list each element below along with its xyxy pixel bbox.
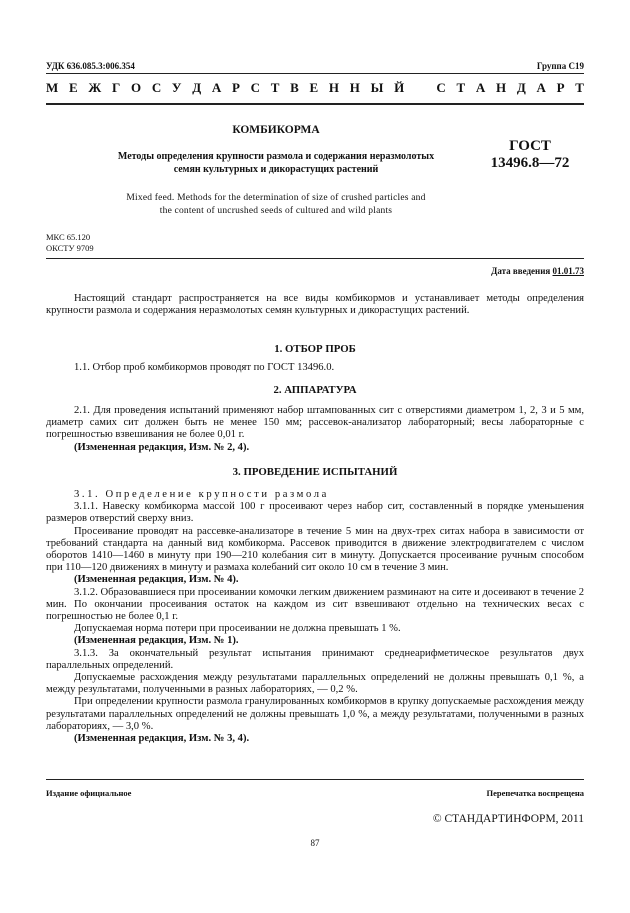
gost-label: ГОСТ — [509, 138, 551, 154]
banner-letter: А — [475, 80, 486, 95]
revision-note: (Измененная редакция, Изм. № 1). — [74, 635, 239, 647]
paragraph: 3.1.1. Навеску комбикорма массой 100 г просеивают через набор сит, составленный в порядке уменьшения размеров отверстий сверху вниз. — [46, 501, 584, 525]
section-heading: 3. ПРОВЕДЕНИЕ ИСПЫТАНИЙ — [232, 466, 398, 478]
gost-number — [460, 138, 600, 172]
title-rule — [46, 258, 584, 259]
edition-label: Издание официальное — [46, 788, 132, 798]
gost-code: 13496.8—72 — [490, 155, 570, 171]
paragraph: 1.1. Отбор проб комбикормов проводят по ГОСТ 13496.0. — [74, 362, 335, 373]
banner-letter: М — [46, 80, 59, 95]
mks-code: МКС 65.120 — [46, 232, 91, 242]
effective-date — [491, 266, 584, 276]
page-number: 87 — [310, 838, 320, 848]
subtitle-line: семян культурных и дикорастущих растений — [173, 164, 379, 175]
banner-letter: Р — [231, 80, 240, 95]
banner-letter: В — [290, 80, 299, 95]
date-value: 01.01.73 — [552, 266, 584, 276]
section-2-text — [46, 405, 584, 454]
banner-letter: Ж — [88, 80, 102, 95]
copyright: © СТАНДАРТИНФОРМ, 2011 — [432, 813, 584, 825]
banner-letter: Г — [111, 80, 121, 95]
banner-letter: Т — [270, 80, 280, 95]
paragraph: Допускаемые расхождения между результатами параллельных определений не должны превышать 0,1 %, а между результатами, полученными в разных лабораториях, — 0,2 %. — [46, 672, 584, 696]
footer-rule — [46, 779, 584, 780]
group-code: Группа С19 — [536, 61, 584, 71]
paragraph: Допускаемая норма потери при просеивании не должна превышать 1 %. — [74, 623, 401, 635]
english-title — [46, 192, 506, 218]
banner-letter: Н — [495, 80, 507, 95]
section-heading: 1. ОТБОР ПРОБ — [274, 343, 356, 355]
banner-letter: Д — [516, 80, 526, 95]
revision-note: (Измененная редакция, Изм. № 4). — [74, 574, 239, 586]
english-title-line: the content of uncrushed seeds of cultured and wild plants — [159, 206, 393, 216]
banner-rule — [46, 103, 584, 105]
paragraph: При определении крупности размола гранулированных комбикормов в крупку допускаемые расхождения между результатами параллельных определений не должны превышать 1,0 %, а между результатами, полученными в разных лабораториях, — 3,0 %. — [46, 696, 584, 732]
document-subtitle — [46, 150, 506, 176]
banner-letter: Т — [575, 80, 584, 95]
paragraph: Просеивание проводят на рассевке-анализаторе в течение 5 мин на двух-трех ситах набора в зависимости от требований стандарта на данный вид комбикорма. Рассевок приводится в движение электродвигателем с числом оборотов 1410—1460 в минуту при 190—210 колебания сит в минуту. Допускается просеивание ручным способом при 110—120 движениях в минуту и размаха колебаний сит около 10 см в течение 3 мин. — [46, 525, 584, 574]
subtitle-line: Методы определения крупности размола и содержания неразмолотых — [117, 151, 435, 162]
banner-letter: Р — [556, 80, 565, 95]
section-3-text — [46, 489, 584, 745]
reprint-notice: Перепечатка воспрещена — [486, 788, 584, 798]
okstu-code: ОКСТУ 9709 — [46, 243, 94, 253]
banner-letter: О — [130, 80, 142, 95]
standard-banner — [46, 80, 584, 96]
classification-codes — [46, 232, 94, 254]
banner-letter: Ы — [370, 80, 384, 95]
date-label: Дата введения — [491, 266, 551, 276]
paragraph: 3.1.2. Образовавшиеся при просеивании комочки легким движением разминают на сите и досеивают в течение 2 мин. По окончании просеивания остаток на каждом из сит взвешивают отдельно на технических весах с погрешностью не более 0,1 г. — [46, 586, 584, 623]
english-title-line: Mixed feed. Methods for the determination of size of crushed particles and — [126, 193, 426, 203]
banner-letter: Д — [192, 80, 202, 95]
paragraph: 2.1. Для проведения испытаний применяют набор штампованных сит с отверстиями диаметром 1, 2, 3 и 5 мм, диаметр самих сит должен быть не менее 150 мм; рассевок-анализатор лабораторный; весы лабораторные с погрешностью взвешивания не более 0,01 г. — [46, 405, 584, 441]
intro-paragraph — [46, 293, 584, 317]
banner-letter: С — [151, 80, 162, 95]
paragraph: 3.1.3. За окончательный результат испытания принимают среднеарифметическое результатов двух параллельных определений. — [46, 647, 584, 671]
section-1-text — [46, 362, 584, 374]
document-title: КОМБИКОРМА — [232, 124, 320, 136]
banner-letter: У — [171, 80, 182, 95]
banner-letter: Т — [456, 80, 466, 95]
top-rule — [46, 73, 584, 74]
banner-letter: Й — [394, 80, 405, 95]
banner-letter: Е — [69, 80, 78, 95]
banner-letter: Е — [309, 80, 319, 95]
udk-code: УДК 636.085.3:006.354 — [46, 61, 135, 71]
banner-letter: С — [436, 80, 446, 95]
subsection-title: 3.1. Определение крупности размола — [74, 489, 329, 500]
banner-letter: А — [211, 80, 222, 95]
banner-letter: Н — [349, 80, 360, 95]
revision-note: (Измененная редакция, Изм. № 3, 4). — [74, 733, 250, 745]
banner-letter: А — [536, 80, 546, 95]
revision-note: (Измененная редакция, Изм. № 2, 4). — [74, 441, 250, 453]
banner-letter: Н — [328, 80, 340, 95]
paragraph: Настоящий стандарт распространяется на все виды комбикормов и устанавливает методы определения крупности размола и содержания неразмолотых семян культурных и дикорастущих растений. — [46, 293, 584, 317]
section-heading: 2. АППАРАТУРА — [273, 384, 357, 396]
banner-letter: С — [250, 80, 261, 95]
